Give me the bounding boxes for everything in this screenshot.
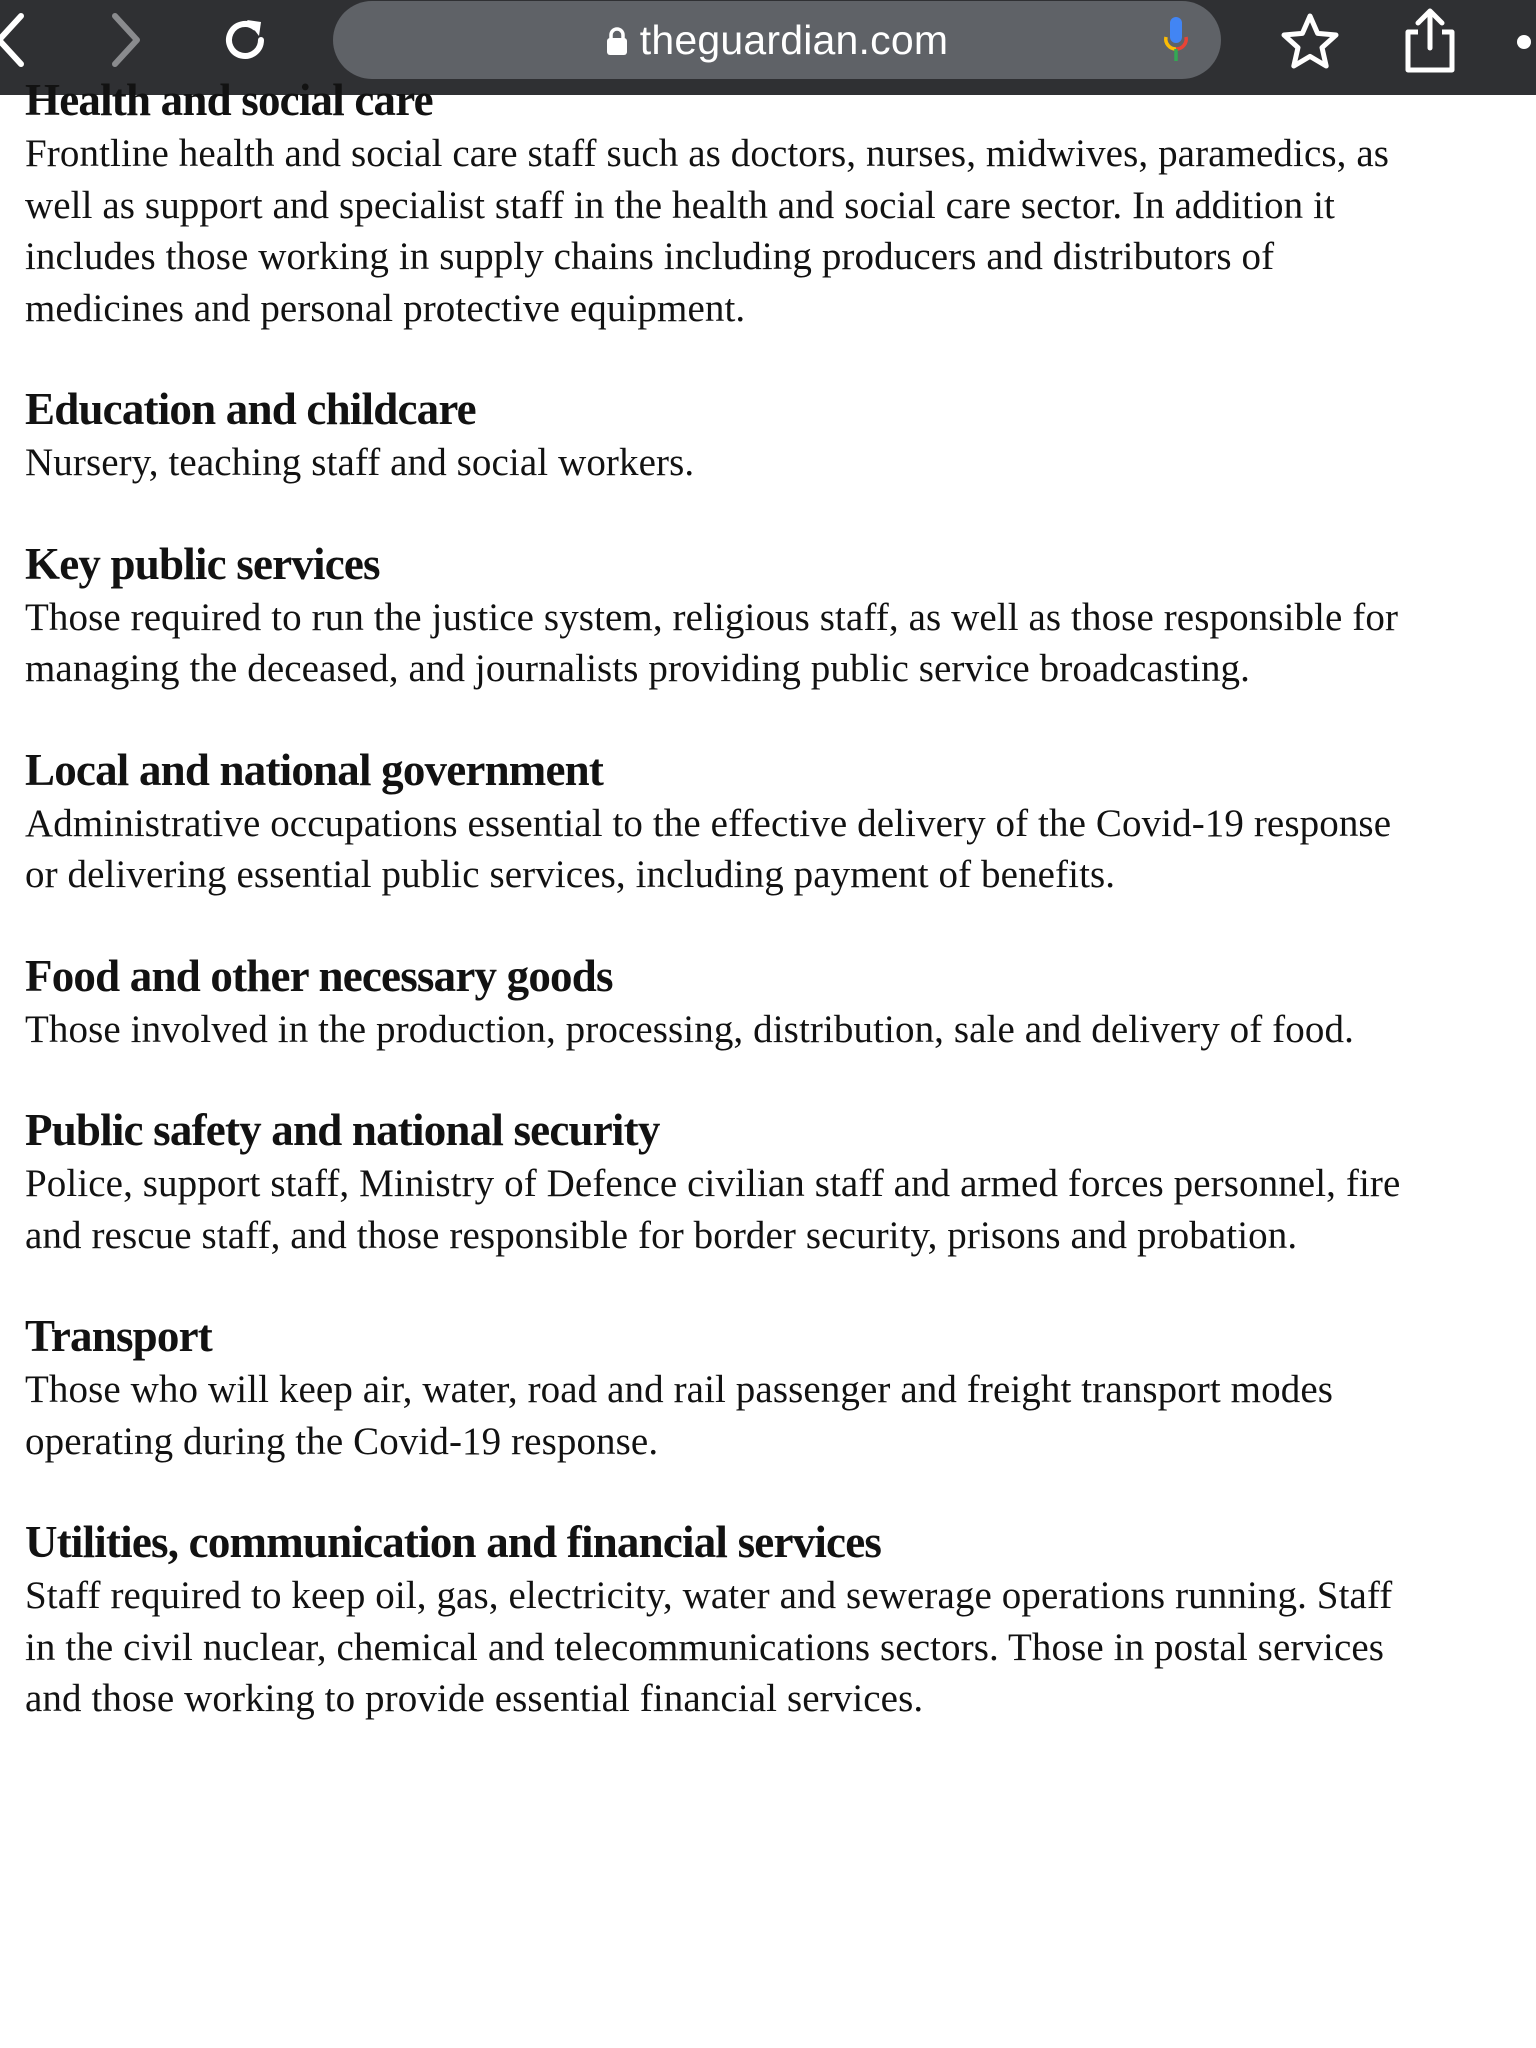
section-body: Those required to run the justice system, religious staff, as well as those responsible for managing the deceased, and journalists providing public service broadcasting. xyxy=(25,595,1399,690)
section-heading: Education and childcare xyxy=(25,384,476,434)
lock-icon xyxy=(606,19,628,66)
section-heading: Local and national government xyxy=(25,744,604,795)
section-health xyxy=(25,73,1405,334)
section-key-public-services xyxy=(25,537,1405,695)
address-bar[interactable] xyxy=(333,1,1221,79)
section-body: Those involved in the production, processing, distribution, sale and delivery of food. xyxy=(25,1007,1354,1051)
section-body: Nursery, teaching staff and social workers. xyxy=(25,441,695,484)
url-text: theguardian.com xyxy=(639,16,949,63)
section-body: Administrative occupations essential to the effective delivery of the Covid-19 response or delivering essential public services, including payment of benefits. xyxy=(25,801,1392,896)
section-body: Police, support staff, Ministry of Defence civilian staff and armed forces personnel, fire and rescue staff, and those responsible for border security, prisons and probation. xyxy=(25,1162,1401,1257)
section-education xyxy=(25,382,1405,489)
more-icon[interactable] xyxy=(1512,30,1536,54)
section-heading: Key public services xyxy=(25,538,380,589)
section-heading: Food and other necessary goods xyxy=(25,950,613,1001)
section-body: Staff required to keep oil, gas, electricity, water and sewerage operations running. Staff in the civil nuclear, chemical and telecommunications sectors. Those in postal services and those working to provide essential financial services. xyxy=(25,1574,1393,1720)
section-public-safety xyxy=(25,1103,1405,1261)
forward-chevron-icon[interactable] xyxy=(100,10,150,70)
section-body: Frontline health and social care staff such as doctors, nurses, midwives, paramedics, as well as support and specialist staff in the health and social care sector. In addition it includes those working in supply chains including producers and distributors of medicines and personal protective equipment. xyxy=(25,132,1390,330)
section-government xyxy=(25,743,1405,901)
section-heading: Public safety and national security xyxy=(25,1105,660,1155)
section-transport xyxy=(25,1309,1405,1467)
section-food xyxy=(25,949,1405,1056)
reload-icon[interactable] xyxy=(215,10,275,70)
section-heading: Utilities, communication and financial services xyxy=(25,1517,882,1567)
section-utilities xyxy=(25,1515,1405,1725)
section-body: Those who will keep air, water, road and rail passenger and freight transport modes operating during the Covid-19 response. xyxy=(25,1368,1334,1463)
article-body xyxy=(25,75,1405,1773)
back-chevron-icon[interactable] xyxy=(0,10,36,70)
star-icon[interactable] xyxy=(1278,10,1342,74)
section-heading: Health and social care xyxy=(25,75,433,125)
section-heading: Transport xyxy=(25,1311,212,1361)
share-icon[interactable] xyxy=(1398,6,1462,76)
microphone-icon[interactable] xyxy=(1163,15,1189,65)
